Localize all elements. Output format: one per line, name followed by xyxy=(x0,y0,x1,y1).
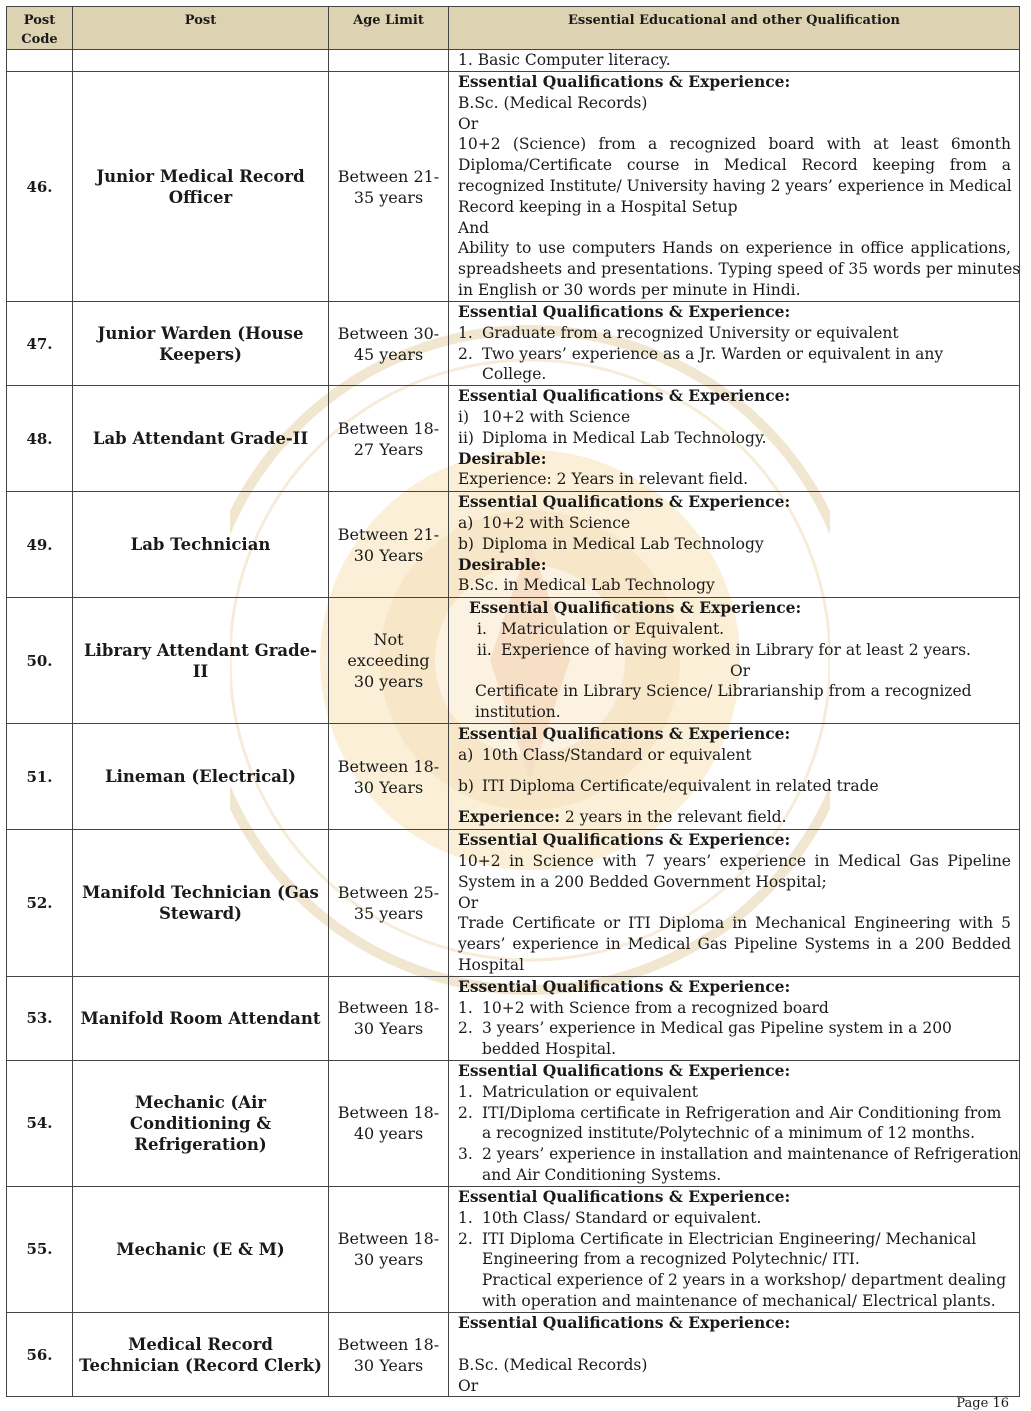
table-row xyxy=(7,724,1020,830)
post-name: Junior Medical Record Officer xyxy=(73,72,329,302)
qual-item: 1. Graduate from a recognized University or equivalent xyxy=(458,323,899,342)
qual-heading: Essential Qualifications & Experience: xyxy=(458,1186,791,1206)
qual-line: Hospital xyxy=(458,955,525,974)
qualification-cell xyxy=(449,386,1020,492)
qual-heading: Essential Qualifications & Experience: xyxy=(458,830,791,850)
age-limit: Between 18-30 Years xyxy=(329,976,449,1060)
qual-item: ii. Experience of having worked in Library for at least 2 years. xyxy=(477,640,971,659)
qual-item: a) 10th Class/Standard or equivalent xyxy=(458,745,752,764)
qualification-cell xyxy=(449,492,1020,598)
table-row xyxy=(7,72,1020,302)
qualification-cell xyxy=(449,1186,1020,1312)
qual-heading: Essential Qualifications & Experience: xyxy=(458,72,791,91)
header-post-code: Post Code xyxy=(7,7,73,50)
age-limit: Between 21-30 Years xyxy=(329,492,449,598)
age-limit: Between 18-30 years xyxy=(329,1186,449,1312)
qual-item: 2. ITI Diploma Certificate in Electrician Engineering/ Mechanical xyxy=(458,1229,977,1248)
qual-heading: Essential Qualifications & Experience: xyxy=(458,724,791,744)
post-code: 49. xyxy=(7,492,73,598)
post-code: 52. xyxy=(7,830,73,977)
table-row xyxy=(7,598,1020,724)
post-code: 54. xyxy=(7,1060,73,1186)
post-name: Mechanic (Air Conditioning & Refrigeration) xyxy=(73,1060,329,1186)
table-header-row xyxy=(7,7,1020,50)
qual-item: and Air Conditioning Systems. xyxy=(482,1165,722,1184)
post-code: 50. xyxy=(7,598,73,724)
qual-heading: Essential Qualifications & Experience: xyxy=(458,1060,791,1080)
post-name: Mechanic (E & M) xyxy=(73,1186,329,1312)
post-code: 47. xyxy=(7,302,73,386)
qual-item: 2. ITI/Diploma certificate in Refrigeration and Air Conditioning from xyxy=(458,1103,1002,1122)
qualification-cell xyxy=(449,1312,1020,1396)
qualification-cell xyxy=(449,724,1020,830)
qual-line: Or xyxy=(458,114,479,133)
qual-heading: Essential Qualifications & Experience: xyxy=(458,302,791,321)
qual-line: Or xyxy=(458,893,479,912)
post-code: 46. xyxy=(7,72,73,302)
post-name: Lab Attendant Grade-II xyxy=(73,386,329,492)
qual-item: with operation and maintenance of mechanical/ Electrical plants. xyxy=(482,1291,996,1310)
qual-line: 10+2 (Science) from a recognized board with at least 6month xyxy=(458,135,1011,154)
post-name: Manifold Technician (Gas Steward) xyxy=(73,830,329,977)
table-row xyxy=(7,492,1020,598)
age-limit: Not exceeding 30 years xyxy=(329,598,449,724)
qual-line: College. xyxy=(482,365,547,384)
experience-line: Experience: 2 years in the relevant field. xyxy=(458,806,787,826)
age-limit: Between 30-45 years xyxy=(329,302,449,386)
header-post: Post xyxy=(73,7,329,50)
qual-item: 2. 3 years’ experience in Medical gas Pipeline system in a 200 xyxy=(458,1019,952,1038)
qualification-cell xyxy=(449,1060,1020,1186)
qual-item: i. Matriculation or Equivalent. xyxy=(477,619,725,638)
qual-line: 10+2 in Science with 7 years’ experience in Medical Gas Pipeline xyxy=(458,851,1011,870)
age-limit: Between 18-30 Years xyxy=(329,1312,449,1396)
qualification-cell xyxy=(449,598,1020,724)
header-qualification: Essential Educational and other Qualification xyxy=(449,7,1020,50)
qual-item: a) 10+2 with Science xyxy=(458,513,631,532)
table-row xyxy=(7,1186,1020,1312)
experience-label: Experience: xyxy=(458,806,560,826)
post-code: 56. xyxy=(7,1312,73,1396)
qual-or: Or xyxy=(729,661,751,680)
qual-line: recognized Institute/ University having 2 years’ experience in Medical xyxy=(458,176,1012,195)
qual-item: 1. 10+2 with Science from a recognized board xyxy=(458,998,829,1017)
qual-line: System in a 200 Bedded Government Hospital; xyxy=(458,872,827,891)
qual-line: Trade Certificate or ITI Diploma in Mechanical Engineering with 5 xyxy=(458,914,1011,933)
qual-item: 3. 2 years’ experience in installation and maintenance of Refrigeration xyxy=(458,1145,1019,1164)
qual-heading: Essential Qualifications & Experience: xyxy=(458,976,791,996)
qual-line: B.Sc. (Medical Records) xyxy=(458,1355,648,1374)
post-code: 53. xyxy=(7,976,73,1060)
qualification-cell xyxy=(449,976,1020,1060)
qual-heading: Essential Qualifications & Experience: xyxy=(458,1312,791,1332)
qual-heading: Essential Qualifications & Experience: xyxy=(469,598,802,618)
post-code: 51. xyxy=(7,724,73,830)
table-row xyxy=(7,830,1020,977)
table-row xyxy=(7,1312,1020,1396)
qual-line: Record keeping in a Hospital Setup xyxy=(458,197,738,216)
qual-line: Or xyxy=(458,1376,479,1395)
table-row xyxy=(7,302,1020,386)
header-age-limit: Age Limit xyxy=(329,7,449,50)
qualification-cell xyxy=(449,830,1020,977)
age-limit: Between 18-40 years xyxy=(329,1060,449,1186)
qual-item: a recognized institute/Polytechnic of a minimum of 12 months. xyxy=(482,1124,976,1143)
qual-item: ii) Diploma in Medical Lab Technology. xyxy=(458,428,767,447)
qual-line: And xyxy=(458,218,490,237)
qual-line: bedded Hospital. xyxy=(482,1040,616,1059)
qual-line: in English or 30 words per minute in Hindi. xyxy=(458,280,801,299)
qual-item: i) 10+2 with Science xyxy=(458,407,631,426)
carry-over-line: 1. Basic Computer literacy. xyxy=(458,51,671,69)
table-row xyxy=(7,976,1020,1060)
qual-line: years’ experience in Medical Gas Pipeline Systems in a 200 Bedded xyxy=(458,935,1011,954)
desirable-text: B.Sc. in Medical Lab Technology xyxy=(458,576,715,595)
qual-item: b) ITI Diploma Certificate/equivalent in related trade xyxy=(458,776,879,795)
post-name: Lineman (Electrical) xyxy=(73,724,329,830)
qual-line: B.Sc. (Medical Records) xyxy=(458,93,648,112)
qual-item: 1. Matriculation or equivalent xyxy=(458,1082,699,1101)
qual-line: Ability to use computers Hands on experience in office applications, xyxy=(458,239,1011,258)
qual-heading: Essential Qualifications & Experience: xyxy=(458,386,791,406)
desirable-label: Desirable: xyxy=(458,448,547,468)
table-row xyxy=(7,386,1020,492)
qualification-cell xyxy=(449,72,1020,302)
desirable-text: Experience: 2 Years in relevant field. xyxy=(458,470,749,489)
post-name: Library Attendant Grade-II xyxy=(73,598,329,724)
qual-item: Practical experience of 2 years in a workshop/ department dealing xyxy=(482,1271,1007,1290)
post-name: Manifold Room Attendant xyxy=(73,976,329,1060)
qual-line: Certificate in Library Science/ Librarianship from a recognized xyxy=(475,682,972,701)
post-name: Junior Warden (House Keepers) xyxy=(73,302,329,386)
qual-item: b) Diploma in Medical Lab Technology xyxy=(458,534,764,553)
age-limit: Between 21-35 years xyxy=(329,72,449,302)
qual-item: 1. 10th Class/ Standard or equivalent. xyxy=(458,1208,762,1227)
qual-line: institution. xyxy=(475,703,561,722)
qual-item: 2. Two years’ experience as a Jr. Warden or equivalent in any xyxy=(458,344,944,363)
age-limit: Between 25-35 years xyxy=(329,830,449,977)
post-name: Lab Technician xyxy=(73,492,329,598)
qual-item: Engineering from a recognized Polytechnic/ ITI. xyxy=(482,1250,860,1269)
post-name: Medical Record Technician (Record Clerk) xyxy=(73,1312,329,1396)
qual-line: spreadsheets and presentations. Typing speed of 35 words per minutes xyxy=(458,260,1021,279)
qualification-cell xyxy=(449,302,1020,386)
age-limit: Between 18-27 Years xyxy=(329,386,449,492)
table-row-carry-over xyxy=(7,50,1020,72)
posts-table xyxy=(6,6,1020,1397)
table-row xyxy=(7,1060,1020,1186)
qual-line: Diploma/Certificate course in Medical Record keeping from a xyxy=(458,156,1011,175)
post-code: 48. xyxy=(7,386,73,492)
page-number: Page 16 xyxy=(956,1396,1009,1411)
qual-heading: Essential Qualifications & Experience: xyxy=(458,492,791,512)
post-code: 55. xyxy=(7,1186,73,1312)
age-limit: Between 18-30 Years xyxy=(329,724,449,830)
desirable-label: Desirable: xyxy=(458,554,547,574)
